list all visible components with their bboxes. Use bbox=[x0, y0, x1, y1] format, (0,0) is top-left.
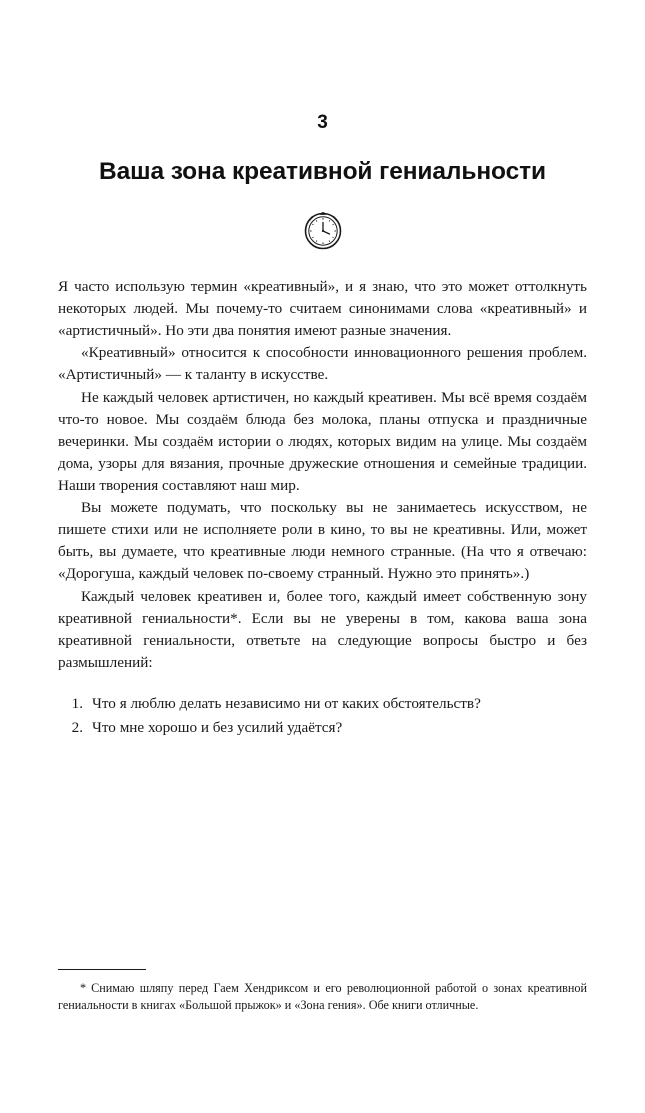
paragraph: Не каждый человек артистичен, но каждый креативен. Мы всё время создаём что-то новое. Мы создаём блюда без молока, планы отпуска и праздничные вечеринки. Мы создаём истории о людях, которых видим на улице. Мы создаём дома, узоры для вязания, прочные дружеские отношения и семейные традиции. Наши творения составляют наш мир. bbox=[58, 388, 587, 494]
list-item bbox=[58, 717, 587, 739]
chapter-number: 3 bbox=[317, 112, 328, 133]
paragraph: Вы можете подумать, что поскольку вы не занимаетесь искусством, не пишете стихи или не исполняете роли в кино, то вы не креативны. Или, может быть, вы думаете, что креативные люди немного странные. (На что я отвечаю: «Дорогуша, каждый человек по-своему странный. Нужно это принять».) bbox=[58, 499, 587, 583]
clock-icon bbox=[58, 206, 587, 254]
paragraph: Каждый человек креативен и, более того, каждый имеет собственную зону креативной гениальности*. Если вы не уверены в том, какова ваша зона креативной гениальности, ответьте на следующие вопросы быстро и без размышлений: bbox=[58, 587, 587, 671]
footnote-text: Снимаю шляпу перед Гаем Хендриксом и его революционной работой о зонах креативной гениальности в книгах «Большой прыжок» и «Зона гения». Обе книги отличные. bbox=[58, 981, 587, 1013]
paragraph: «Креативный» относится к способности инновационного решения проблем. «Артистичный» — к таланту в искусстве. bbox=[58, 344, 587, 384]
chapter-title: Ваша зона креативной гениальности bbox=[99, 158, 546, 185]
footnote bbox=[58, 980, 587, 1014]
book-page bbox=[0, 112, 645, 1113]
footnote-block bbox=[58, 969, 587, 1014]
list-item-number: 1. bbox=[71, 694, 83, 712]
footnote-divider bbox=[58, 969, 146, 970]
question-list bbox=[58, 693, 587, 739]
list-item bbox=[58, 693, 587, 715]
list-item-text: Что я люблю делать независимо ни от каких обстоятельств? bbox=[92, 694, 481, 712]
body-text bbox=[58, 276, 587, 674]
list-item-text: Что мне хорошо и без усилий удаётся? bbox=[92, 719, 343, 737]
footnote-marker: * bbox=[80, 981, 87, 996]
list-item-number: 2. bbox=[71, 719, 83, 737]
paragraph: Я часто использую термин «креативный», и я знаю, что это может оттолкнуть некоторых людей. Мы почему-то считаем синонимами слова «креативный» и «артистичный». Но эти два понятия имеют разные значения. bbox=[58, 278, 587, 340]
